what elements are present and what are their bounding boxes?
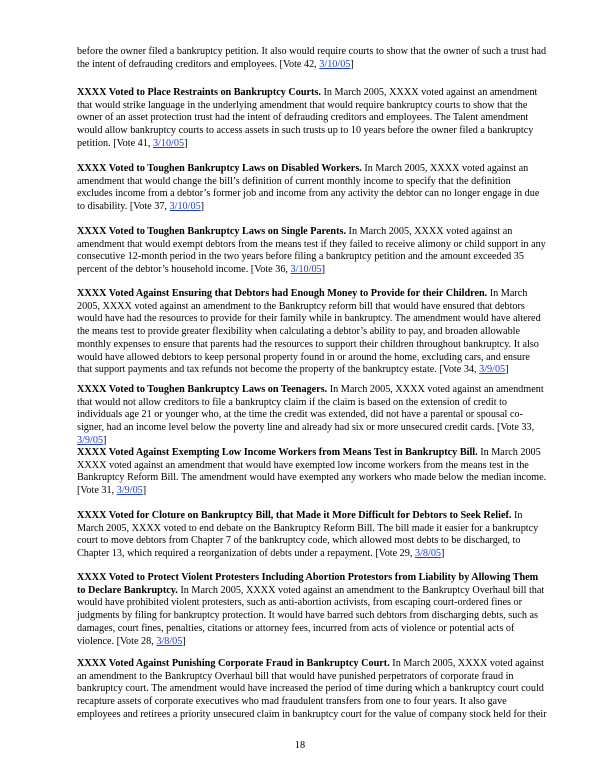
vote-date-link[interactable]: 3/9/05 bbox=[479, 364, 506, 376]
paragraph-title: XXXX Voted to Place Restraints on Bankruptcy Courts. bbox=[77, 87, 321, 98]
paragraph-8 bbox=[77, 510, 547, 561]
paragraph-body: In March 2005, XXXX voted against an amendment that would change the bill’s definition of current monthly income to specify that the definition excludes income from a debtor’s former job and income from any activity the debtor can no longer engage in due to disability. [Vote 37, bbox=[77, 163, 540, 213]
paragraph-body: In March 2005, XXXX voted against an amendment to the Bankruptcy Overhaul bill that would have punished perpetrators of corporate fraud in bankruptcy court. The amendment would have increased the period of time during which a bankruptcy court could recapture assets of corporate executives who mad fraudulent transfers from one to four years. It also gave employees and retirees a priority unsecured claim in bankruptcy court for the value of company stock held for their bbox=[77, 658, 547, 720]
paragraph-title: XXXX Voted to Toughen Bankruptcy Laws on Single Parents. bbox=[77, 226, 346, 237]
vote-date-link[interactable]: 3/10/05 bbox=[319, 58, 351, 70]
paragraph-9 bbox=[77, 572, 547, 648]
paragraph-title: XXXX Voted Against Punishing Corporate Fraud in Bankruptcy Court. bbox=[77, 658, 390, 669]
paragraph-tail: ] bbox=[350, 58, 354, 70]
vote-date-link[interactable]: 3/9/05 bbox=[116, 485, 143, 497]
vote-date-link[interactable]: 3/10/05 bbox=[152, 137, 185, 149]
paragraph-body: before the owner filed a bankruptcy petition. It also would require courts to show that the owner of such a trust had the intent of defrauding creditors and employees. [Vote 42, bbox=[77, 46, 547, 70]
paragraph-body: In March 2005, XXXX voted against an amendment that would strike language in the underlying amendment that would require bankruptcy courts to show that the owner of an asset protection trust had the intent of defrauding creditors and employees. The Talent amendment would allow bankruptcy courts to access assets in such trusts up to 10 years before the owner filed a bankruptcy petition. [Vote 41, bbox=[77, 87, 538, 149]
paragraph-title: XXXX Voted Against Ensuring that Debtors had Enough Money to Provide for their Children. bbox=[77, 288, 488, 299]
paragraph-body: In March 2005, XXXX voted against an amendment to the Bankruptcy reform bill that would have ensured that debtors would have had the resources to provide for their family while in bankruptcy. The amendment would have altered the means test to provide greater flexibility when calculating a debtor’s ability to pay, and broaden allowable monthly expenses to ensure that parents had the resources to support their children throughout bankruptcy. It also would have allowed debtors to keep personal property found in or around the home, excluding cars, and ensure that support payments and tax refunds not become the property of the bankruptcy estate. [Vote 34, bbox=[77, 288, 541, 376]
vote-date-link[interactable]: 3/10/05 bbox=[290, 264, 322, 276]
paragraph-title: XXXX Voted Against Exempting Low Income Workers from Means Test in Bankruptcy Bill. bbox=[77, 447, 478, 458]
paragraph-6 bbox=[77, 384, 547, 448]
paragraph-7 bbox=[77, 447, 547, 498]
paragraph-4 bbox=[77, 226, 547, 277]
paragraph-tail: ] bbox=[321, 264, 326, 276]
vote-date-link[interactable]: 3/8/05 bbox=[156, 635, 183, 647]
vote-date-link[interactable]: 3/8/05 bbox=[414, 548, 442, 560]
paragraph-body: In March 2005, XXXX voted against an amendment that would exempt debtors from the means test if they failed to receive alimony or child support in any consecutive 12-month period in the two years before filing a bankruptcy petition and the amount exceeded 35 percent of the debtor’s household income. [Vote 36, bbox=[77, 226, 546, 276]
paragraph-tail: ] bbox=[182, 635, 186, 647]
paragraph-tail: ] bbox=[200, 201, 205, 213]
vote-date-link[interactable]: 3/10/05 bbox=[169, 201, 201, 213]
paragraph-1 bbox=[77, 46, 547, 71]
paragraph-tail: ] bbox=[142, 485, 147, 497]
paragraph-tail: ] bbox=[103, 434, 107, 446]
paragraph-title: XXXX Voted to Toughen Bankruptcy Laws on Disabled Workers. bbox=[77, 163, 362, 174]
paragraph-3 bbox=[77, 163, 547, 214]
paragraph-tail: ] bbox=[505, 364, 509, 376]
page-number: 18 bbox=[294, 740, 306, 751]
paragraph-tail: ] bbox=[441, 548, 445, 560]
paragraph-body: In March 2005, XXXX voted to end debate on the Bankruptcy Reform Bill. The bill made it easier for a bankruptcy court to move debtors from Chapter 7 of the bankruptcy code, which allowed most debts to be discharged, to Chapter 13, which required a reorganization of debts under a repayment. [Vote 29, bbox=[77, 510, 539, 560]
paragraph-tail: ] bbox=[184, 137, 188, 149]
paragraph-body: In March 2005, XXXX voted against an amendment to the Bankruptcy Overhaul bill that would have prohibited violent protesters, such as anti-abortion activists, from escaping court-ordered fines or judgments by filing for bankruptcy protection. It would have barred such debtors from discharging debts, such as damages, court fines, penalties, citations or attorney fees, incurred from acts of violence or potential acts of violence. [Vote 28, bbox=[77, 584, 545, 647]
paragraph-title: XXXX Voted to Toughen Bankruptcy Laws on Teenagers. bbox=[77, 384, 328, 395]
paragraph-5 bbox=[77, 288, 547, 377]
paragraph-2 bbox=[77, 87, 547, 151]
paragraph-title: XXXX Voted for Cloture on Bankruptcy Bill, that Made it More Difficult for Debtors to Seek Relief. bbox=[77, 510, 512, 521]
paragraph-body: In March 2005 XXXX voted against an amendment that would have exempted low income workers from the means test in the Bankruptcy Reform Bill. The amendment would have exempted any workers who made below the median income. [Vote 31, bbox=[77, 447, 547, 497]
paragraph-body: In March 2005, XXXX voted against an amendment that would not allow creditors to file a bankruptcy claim if the claim is based on the extension of credit to individuals age 21 or younger who, at the time the credit was extended, did not have a parental or spousal co-signer, had an income level below the poverty line and already had six or more unsecured credit cards. [Vote 33, bbox=[77, 384, 544, 434]
vote-date-link[interactable]: 3/9/05 bbox=[77, 434, 104, 446]
paragraph-10 bbox=[77, 658, 547, 722]
paragraph-title: XXXX Voted to Protect Violent Protesters Including Abortion Protestors from Liability by Allowing Them to Declare Bankruptcy. bbox=[77, 572, 539, 596]
